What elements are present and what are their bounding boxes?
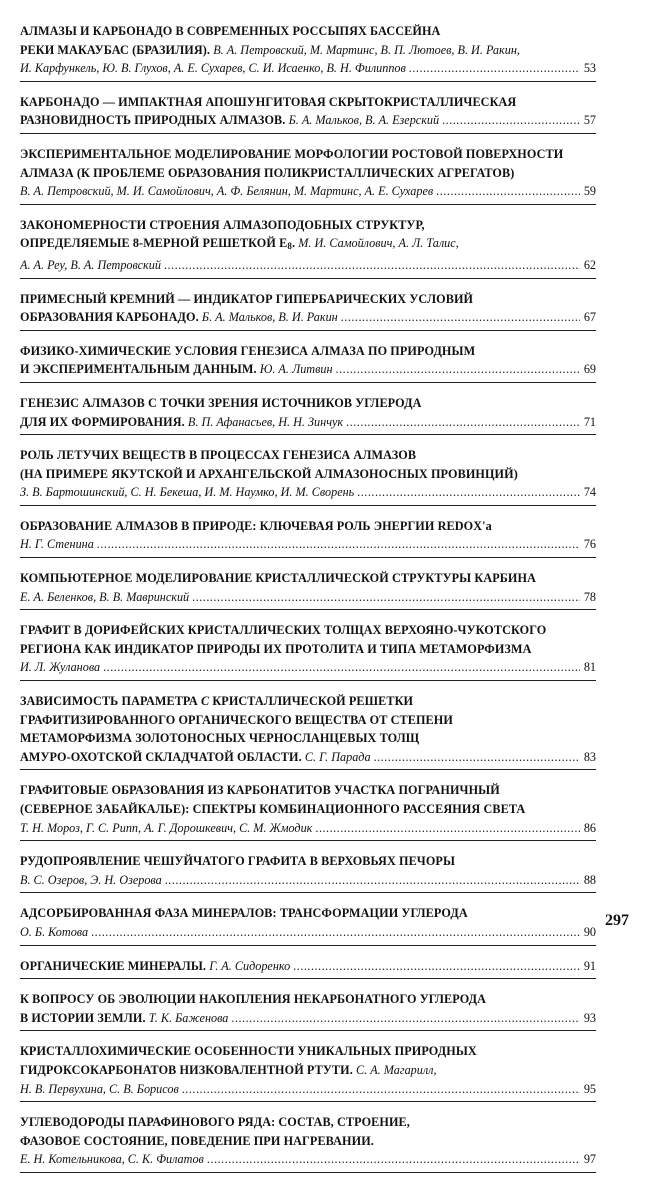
entry-page-number: 71	[583, 414, 596, 429]
leader-dots	[436, 182, 580, 201]
entry-title: КОМПЬЮТЕРНОЕ МОДЕЛИРОВАНИЕ КРИСТАЛЛИЧЕСКОЙ СТРУКТУРЫ КАРБИНА	[20, 571, 536, 586]
leader-dots	[103, 658, 580, 677]
toc-line	[20, 729, 596, 748]
entry-title: РОЛЬ ЛЕТУЧИХ ВЕЩЕСТВ В ПРОЦЕССАХ ГЕНЕЗИСА АЛМАЗОВ	[20, 448, 417, 463]
entry-authors: В. А. Петровский, М. Мартинс, В. П. Лютоев, В. И. Ракин,	[213, 42, 520, 57]
toc-line	[20, 781, 596, 800]
leader-dots	[231, 1009, 579, 1028]
leader-dots	[192, 588, 580, 607]
leader-dots	[207, 1150, 580, 1169]
entry-authors: Т. К. Баженова	[148, 1010, 229, 1025]
entry-title: РАЗНОВИДНОСТЬ ПРИРОДНЫХ АЛМАЗОВ.	[20, 113, 289, 128]
entry-title: ЗАКОНОМЕРНОСТИ СТРОЕНИЯ АЛМАЗОПОДОБНЫХ СТРУКТУР,	[20, 217, 425, 232]
leader-dots	[346, 413, 580, 432]
entry-title: КРИСТАЛЛИЧЕСКОЙ РЕШЕТКИ	[209, 694, 414, 709]
toc-line	[20, 535, 596, 554]
entry-title: РЕГИОНА КАК ИНДИКАТОР ПРИРОДЫ ИХ ПРОТОЛИТА И ТИПА МЕТАМОРФИЗМА	[20, 641, 532, 656]
entry-page-number: 53	[583, 61, 596, 76]
entry-page-number: 57	[583, 113, 596, 128]
toc-line	[20, 658, 596, 677]
toc-entry	[20, 904, 596, 945]
entry-title: УГЛЕВОДОРОДЫ ПАРАФИНОВОГО РЯДА: СОСТАВ, СТРОЕНИЕ,	[20, 1115, 410, 1130]
entry-authors: Н. В. Первухина, С. В. Борисов	[20, 1081, 179, 1096]
entry-page-number: 67	[583, 310, 596, 325]
toc-line	[20, 957, 596, 976]
entry-page-number: 90	[583, 924, 596, 939]
entry-title: РУДОПРОЯВЛЕНИЕ ЧЕШУЙЧАТОГО ГРАФИТА В ВЕРХОВЬЯХ ПЕЧОРЫ	[20, 854, 456, 869]
entry-title: .	[291, 236, 299, 251]
entry-authors: Ю. А. Литвин	[259, 362, 333, 377]
toc-line	[20, 164, 596, 183]
entry-page-number: 97	[583, 1152, 596, 1167]
toc-line	[20, 483, 596, 502]
page-number: 297	[605, 912, 629, 929]
entry-title: РЕКИ МАКАУБАС (БРАЗИЛИЯ).	[20, 42, 214, 57]
toc-line	[20, 216, 596, 235]
entry-page-number: 91	[583, 958, 596, 973]
toc-line	[20, 22, 596, 41]
toc-entry	[20, 517, 596, 558]
leader-dots	[165, 871, 580, 890]
entry-title: ГИДРОКСОКАРБОНАТОВ НИЗКОВАЛЕНТНОЙ РТУТИ.	[20, 1062, 356, 1077]
toc-entry	[20, 569, 596, 610]
entry-authors: Г. А. Сидоренко	[209, 958, 291, 973]
toc-entry	[20, 394, 596, 435]
entry-title: И ЭКСПЕРИМЕНТАЛЬНЫМ ДАННЫМ.	[20, 362, 260, 377]
toc-line	[20, 446, 596, 465]
entry-title: АЛМАЗЫ И КАРБОНАДО В СОВРЕМЕННЫХ РОССЫПЯХ БАССЕЙНА	[20, 24, 441, 38]
entry-title: ЭКСПЕРИМЕНТАЛЬНОЕ МОДЕЛИРОВАНИЕ МОРФОЛОГИИ РОСТОВОЙ ПОВЕРХНОСТИ	[20, 146, 564, 161]
leader-dots	[91, 923, 580, 942]
entry-page-number: 95	[583, 1081, 596, 1096]
leader-dots	[374, 748, 580, 767]
entry-page-number: 93	[583, 1010, 596, 1025]
entry-authors: С. Г. Парада	[304, 749, 371, 764]
toc-line	[20, 748, 596, 767]
leader-dots	[357, 483, 580, 502]
entry-page-number: 76	[583, 537, 596, 552]
entry-authors: З. В. Бартошинский, С. Н. Бекеша, И. М. Наумко, И. М. Сворень	[20, 485, 355, 500]
entry-title: МЕТАМОРФИЗМА ЗОЛОТОНОСНЫХ ЧЕРНОСЛАНЦЕВЫХ ТОЛЩ	[20, 731, 420, 746]
entry-title: ЗАВИСИМОСТЬ ПАРАМЕТРА	[20, 694, 201, 709]
leader-dots	[164, 256, 580, 275]
leader-dots	[409, 59, 580, 78]
toc-line	[20, 990, 596, 1009]
entry-title: ГРАФИТ В ДОРИФЕЙСКИХ КРИСТАЛЛИЧЕСКИХ ТОЛЩАХ ВЕРХОЯНО-ЧУКОТСКОГО	[20, 623, 547, 638]
entry-authors: И. Карфункель, Ю. В. Глухов, А. Е. Сухарев, С. И. Исаенко, В. Н. Филиппов	[20, 61, 406, 76]
toc-line	[20, 413, 596, 432]
toc-entry	[20, 692, 596, 770]
toc-line	[20, 1113, 596, 1132]
toc-entry	[20, 216, 596, 279]
entry-title: В ИСТОРИИ ЗЕМЛИ.	[20, 1010, 149, 1025]
toc-line	[20, 1061, 596, 1080]
entry-authors: Е. А. Беленков, В. В. Мавринский	[20, 589, 190, 604]
toc-line	[20, 871, 596, 890]
entry-authors: Т. Н. Мороз, Г. С. Рипп, А. Г. Дорошкевич, С. М. Жмодик	[20, 820, 313, 835]
entry-title: ОБРАЗОВАНИЕ АЛМАЗОВ В ПРИРОДЕ: КЛЮЧЕВАЯ РОЛЬ ЭНЕРГИИ REDOX'а	[20, 518, 492, 533]
toc-line	[20, 852, 596, 871]
entry-authors: Е. Н. Котельникова, С. К. Филатов	[20, 1152, 204, 1167]
entry-title: К ВОПРОСУ ОБ ЭВОЛЮЦИИ НАКОПЛЕНИЯ НЕКАРБОНАТНОГО УГЛЕРОДА	[20, 992, 487, 1007]
entry-title: АДСОРБИРОВАННАЯ ФАЗА МИНЕРАЛОВ: ТРАНСФОРМАЦИИ УГЛЕРОДА	[20, 906, 468, 921]
entry-title: ФИЗИКО-ХИМИЧЕСКИЕ УСЛОВИЯ ГЕНЕЗИСА АЛМАЗА ПО ПРИРОДНЫМ	[20, 343, 476, 358]
entry-title: АЛМАЗА (К ПРОБЛЕМЕ ОБРАЗОВАНИЯ ПОЛИКРИСТАЛЛИЧЕСКИХ АГРЕГАТОВ)	[20, 165, 515, 180]
entry-page-number: 88	[583, 872, 596, 887]
toc-entry	[20, 93, 596, 134]
entry-authors: М. И. Самойлович, А. Л. Талис,	[298, 236, 459, 251]
toc-entry	[20, 781, 596, 841]
toc-line	[20, 394, 596, 413]
toc-entry	[20, 1042, 596, 1102]
toc-line	[20, 800, 596, 819]
toc-line	[20, 360, 596, 379]
entry-authors: В. А. Петровский, М. И. Самойлович, А. Ф. Белянин, М. Мартинс, А. Е. Сухарев	[20, 184, 434, 199]
entry-title: ПРИМЕСНЫЙ КРЕМНИЙ — ИНДИКАТОР ГИПЕРБАРИЧЕСКИХ УСЛОВИЙ	[20, 291, 474, 306]
leader-dots	[442, 111, 580, 130]
entry-page-number: 78	[583, 589, 596, 604]
toc-line	[20, 621, 596, 640]
entry-authors: О. Б. Котова	[20, 924, 89, 939]
toc-line	[20, 465, 596, 484]
leader-dots	[182, 1080, 580, 1099]
toc-entry	[20, 145, 596, 205]
leader-dots	[341, 308, 580, 327]
entry-title: ГРАФИТИЗИРОВАННОГО ОРГАНИЧЕСКОГО ВЕЩЕСТВА ОТ СТЕПЕНИ	[20, 712, 453, 727]
toc-entry	[20, 1113, 596, 1173]
toc-line	[20, 59, 596, 78]
toc-line	[20, 234, 596, 256]
toc-entry	[20, 852, 596, 893]
toc-line	[20, 145, 596, 164]
toc-entry	[20, 621, 596, 681]
entry-page-number: 69	[583, 362, 596, 377]
toc-line	[20, 256, 596, 275]
entry-authors: И. Л. Жуланова	[20, 660, 101, 675]
toc-entry	[20, 290, 596, 331]
toc-line	[20, 111, 596, 130]
toc-line	[20, 588, 596, 607]
entry-authors: Н. Г. Стенина	[20, 537, 94, 552]
entry-page-number: 83	[583, 749, 596, 764]
entry-authors: А. А. Реу, В. А. Петровский	[20, 257, 161, 272]
toc-line	[20, 1080, 596, 1099]
entry-title: КРИСТАЛЛОХИМИЧЕСКИЕ ОСОБЕННОСТИ УНИКАЛЬНЫХ ПРИРОДНЫХ	[20, 1044, 477, 1059]
toc-line	[20, 569, 596, 588]
entry-title: (СЕВЕРНОЕ ЗАБАЙКАЛЬЕ): СПЕКТРЫ КОМБИНАЦИОННОГО РАССЕЯНИЯ СВЕТА	[20, 802, 526, 816]
entry-title: С	[200, 694, 210, 709]
toc-line	[20, 41, 596, 60]
entry-authors: В. П. Афанасьев, Н. Н. Зинчук	[187, 414, 344, 429]
toc-entry	[20, 342, 596, 383]
entry-authors: Б. А. Мальков, В. А. Езерский	[288, 113, 440, 128]
entry-title: ГЕНЕЗИС АЛМАЗОВ С ТОЧКИ ЗРЕНИЯ ИСТОЧНИКОВ УГЛЕРОДА	[20, 395, 422, 410]
entry-title: ФАЗОВОЕ СОСТОЯНИЕ, ПОВЕДЕНИЕ ПРИ НАГРЕВАНИИ.	[20, 1133, 374, 1148]
toc-line	[20, 290, 596, 309]
entry-title: ДЛЯ ИХ ФОРМИРОВАНИЯ.	[20, 414, 188, 429]
toc-line	[20, 93, 596, 112]
toc-line	[20, 308, 596, 327]
leader-dots	[315, 819, 579, 838]
leader-dots	[97, 535, 580, 554]
toc-line	[20, 692, 596, 711]
entry-page-number: 74	[583, 485, 596, 500]
toc-line	[20, 923, 596, 942]
entry-title: 8	[287, 241, 292, 252]
entry-authors: Б. А. Мальков, В. И. Ракин	[201, 310, 338, 325]
entry-page-number: 81	[583, 660, 596, 675]
toc-line	[20, 640, 596, 659]
entry-title: ОБРАЗОВАНИЯ КАРБОНАДО.	[20, 310, 202, 325]
toc-line	[20, 342, 596, 361]
toc-line	[20, 904, 596, 923]
entry-authors: С. А. Магарилл,	[356, 1062, 437, 1077]
toc-line	[20, 819, 596, 838]
toc-line	[20, 1132, 596, 1151]
leader-dots	[293, 957, 580, 976]
entry-page-number: 86	[583, 820, 596, 835]
leader-dots	[336, 360, 580, 379]
toc-line	[20, 517, 596, 536]
toc-line	[20, 1150, 596, 1169]
entry-page-number: 62	[583, 257, 596, 272]
entry-title: ОПРЕДЕЛЯЕМЫЕ 8-МЕРНОЙ РЕШЕТКОЙ E	[20, 236, 288, 251]
entry-title: ОРГАНИЧЕСКИЕ МИНЕРАЛЫ.	[20, 958, 210, 973]
entry-title: АМУРО-ОХОТСКОЙ СКЛАДЧАТОЙ ОБЛАСТИ.	[20, 749, 305, 764]
toc-line	[20, 182, 596, 201]
toc-entry	[20, 22, 596, 82]
toc-line	[20, 711, 596, 730]
toc-entry	[20, 446, 596, 506]
toc-line	[20, 1042, 596, 1061]
toc-entry	[20, 990, 596, 1031]
entry-page-number: 59	[583, 184, 596, 199]
entry-title: ГРАФИТОВЫЕ ОБРАЗОВАНИЯ ИЗ КАРБОНАТИТОВ УЧАСТКА ПОГРАНИЧНЫЙ	[20, 783, 500, 798]
entry-authors: В. С. Озеров, Э. Н. Озерова	[20, 872, 162, 887]
toc-line	[20, 1009, 596, 1028]
table-of-contents	[20, 22, 596, 1184]
entry-title: КАРБОНАДО — ИМПАКТНАЯ АПОШУНГИТОВАЯ СКРЫТОКРИСТАЛЛИЧЕСКАЯ	[20, 94, 517, 109]
entry-title: (НА ПРИМЕРЕ ЯКУТСКОЙ И АРХАНГЕЛЬСКОЙ АЛМАЗОНОСНЫХ ПРОВИНЦИЙ)	[20, 466, 518, 481]
